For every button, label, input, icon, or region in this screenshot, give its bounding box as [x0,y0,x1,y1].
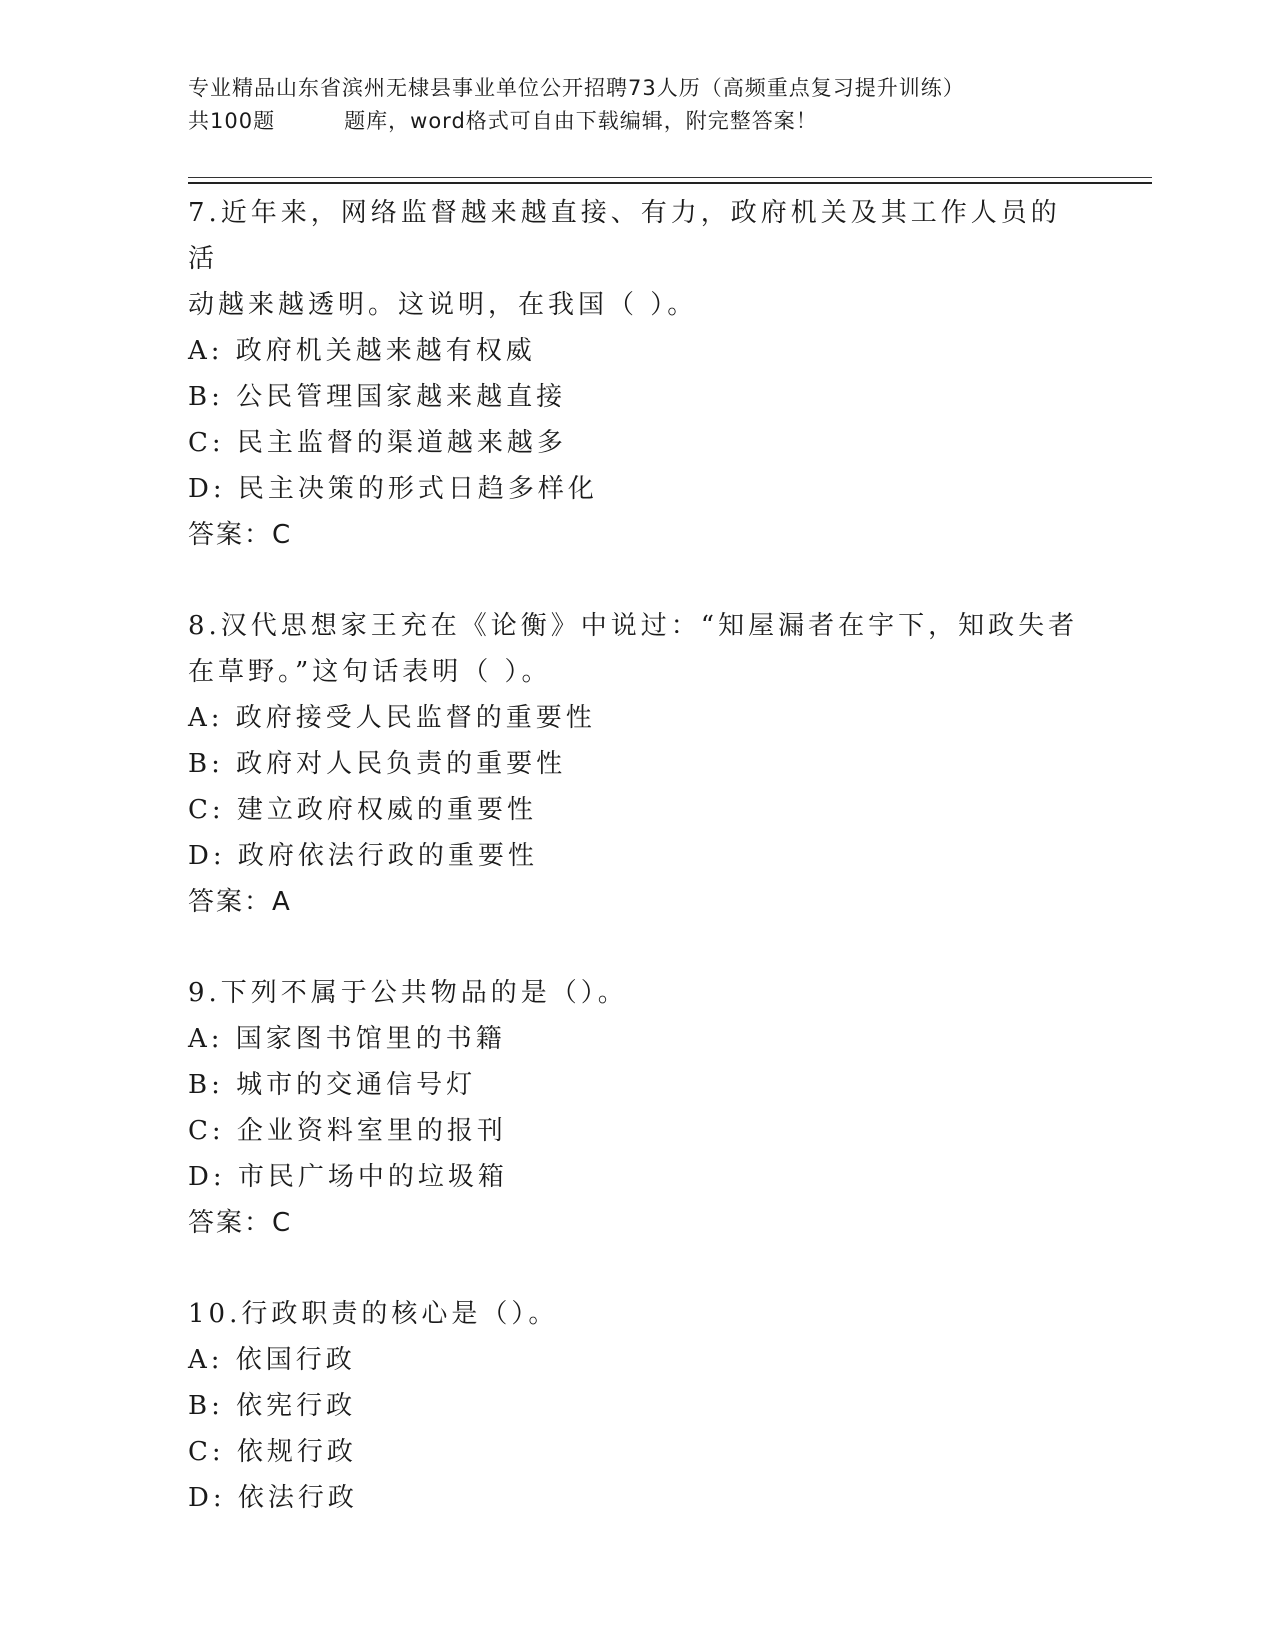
option-b: B: 依宪行政 [188,1391,357,1421]
option-a: A: 国家图书馆里的书籍 [188,1024,506,1054]
question-stem-continued: 在草野。”这句话表明（ ）。 [188,657,552,687]
question-spacer [188,1246,1088,1291]
option-b: B: 城市的交通信号灯 [188,1070,477,1100]
question-list [188,190,1088,1521]
option-a: A: 政府接受人民监督的重要性 [188,703,596,733]
question-stem-continued: 动越来越透明。这说明，在我国（ ）。 [188,290,698,320]
question-spacer [188,925,1088,970]
question-9 [188,970,1088,1246]
question-stem: 10.行政职责的核心是（）。 [188,1299,559,1329]
header-divider-thick [188,182,1152,184]
option-d: D: 民主决策的形式日趋多样化 [188,474,598,504]
document-header [188,72,1088,138]
option-c: C: 建立政府权威的重要性 [188,795,537,825]
question-spacer [188,558,1088,603]
option-c: C: 民主监督的渠道越来越多 [188,428,567,458]
question-stem: 8.汉代思想家王充在《论衡》中说过：“知屋漏者在宇下，知政失者 [188,611,1079,641]
header-title-line2: 共100题 题库，word格式可自由下载编辑，附完整答案！ [188,109,818,133]
question-stem: 7.近年来，网络监督越来越直接、有力，政府机关及其工作人员的活 [188,198,1061,274]
question-10 [188,1291,1088,1521]
answer-label: 答案：C [188,520,293,550]
header-divider-thin [188,177,1152,178]
option-d: D: 依法行政 [188,1483,358,1513]
option-b: B: 政府对人民负责的重要性 [188,749,567,779]
option-d: D: 政府依法行政的重要性 [188,841,538,871]
answer-label: 答案：A [188,887,292,917]
option-c: C: 依规行政 [188,1437,357,1467]
option-b: B: 公民管理国家越来越直接 [188,382,567,412]
header-title-line1: 专业精品山东省滨州无棣县事业单位公开招聘73人历（高频重点复习提升训练） [188,76,965,100]
option-c: C: 企业资料室里的报刊 [188,1116,507,1146]
option-d: D: 市民广场中的垃圾箱 [188,1162,508,1192]
question-8 [188,603,1088,925]
option-a: A: 依国行政 [188,1345,356,1375]
answer-label: 答案：C [188,1208,293,1238]
question-7 [188,190,1088,558]
option-a: A: 政府机关越来越有权威 [188,336,536,366]
question-stem: 9.下列不属于公共物品的是（）。 [188,978,628,1008]
